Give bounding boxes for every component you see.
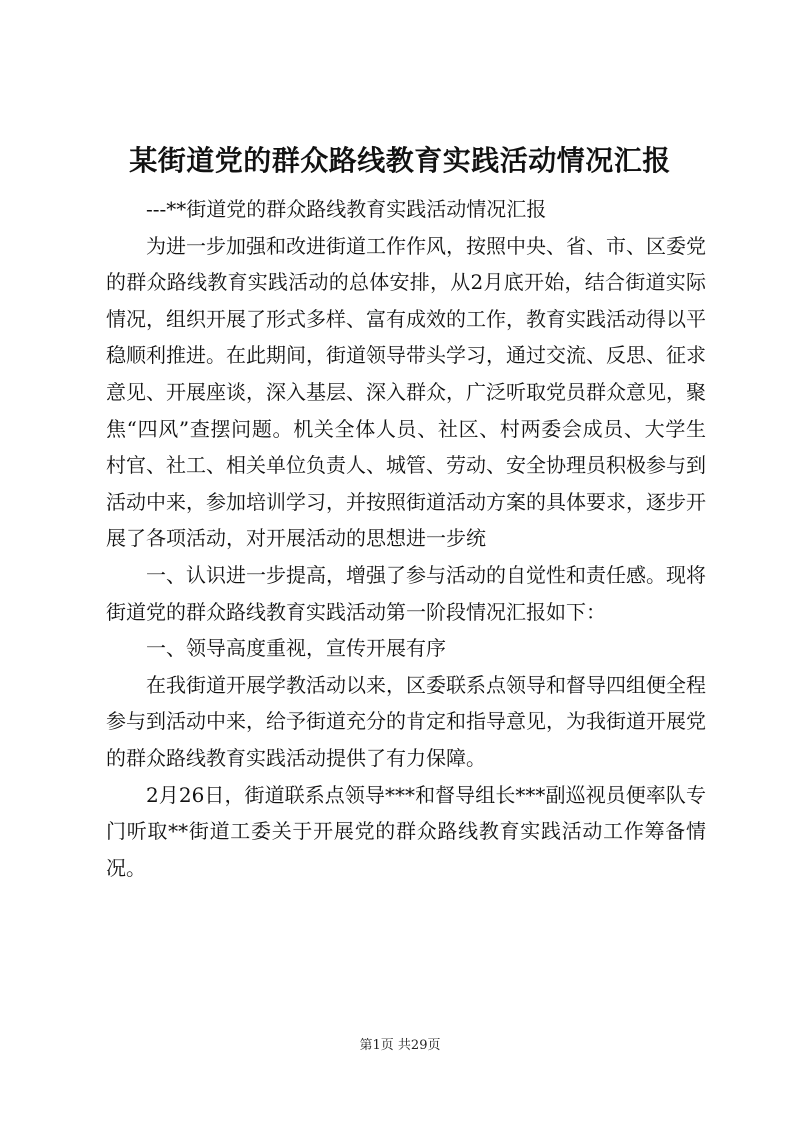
section-heading: 一、领导高度重视，宣传开展有序 [146,636,446,661]
document-title: 某街道党的群众路线教育实践活动情况汇报 [129,144,671,177]
paragraph-intro: 为进一步加强和改进街道工作作风，按照中央、省、市、区委党的群众路线教育实践活动的总体安排，从2月底开始，结合街道实际情况，组织开展了形式多样、富有成效的工作，教育实践活动得以平稳顺利推进。在此期间，街道领导带头学习，通过交流、反思、征求意见、开展座谈，深入基层、深入群众，广泛听取党员群众意见，聚焦“四风”查摆问题。机关全体人员、社区、村两委会成员、大学生村官、社工、相关单位负责人、城管、劳动、安全协理员积极参与到活动中来，参加培训学习，并按照街道活动方案的具体要求，逐步开展了各项活动，对开展活动的思想进一步统 [106,233,706,551]
page-number: 第1页 共29页 [359,1038,441,1053]
document-subtitle: ---**街道党的群众路线教育实践活动情况汇报 [146,197,547,221]
paragraph-leadership: 在我街道开展学教活动以来，区委联系点领导和督导四组便全程参与到活动中来，给予街道充分的肯定和指导意见，为我街道开展党的群众路线教育实践活动提供了有力保障。 [106,672,706,770]
paragraph-section-one: 一、认识进一步提高，增强了参与活动的自觉性和责任感。现将街道党的群众路线教育实践活动第一阶段情况汇报如下： [106,562,706,624]
document-body [106,191,706,886]
paragraph-feb-26: 2月26日，街道联系点领导***和督导组长***副巡视员便率队专门听取**街道工委关于开展党的群众路线教育实践活动工作筹备情况。 [106,782,706,880]
